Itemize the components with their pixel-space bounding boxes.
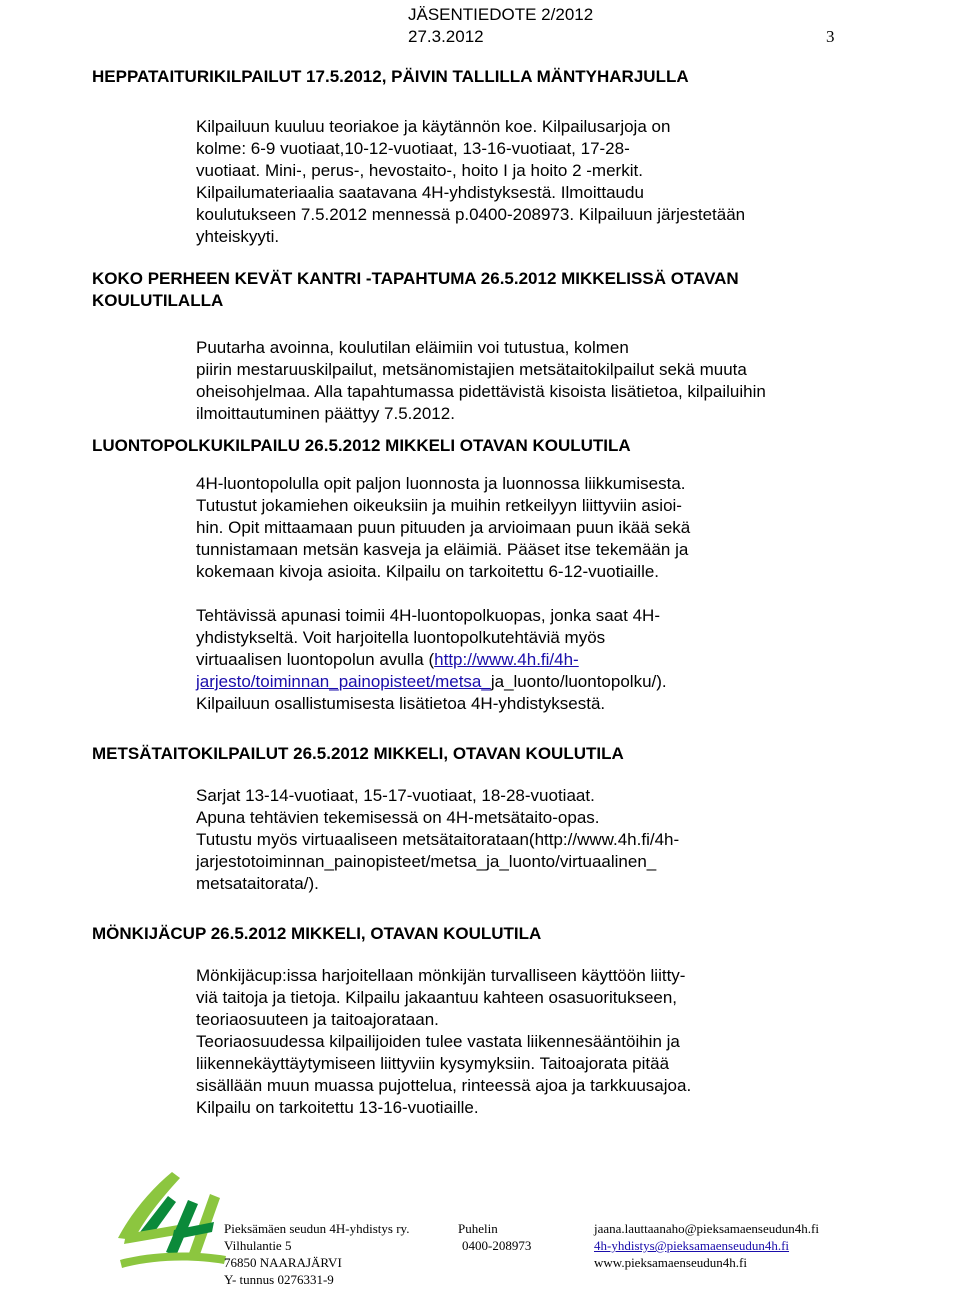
text-line: Tutustu myös virtuaaliseen metsätaitorataan(http://www.4h.fi/4h- <box>196 830 680 849</box>
phone-label: Puhelin <box>458 1221 498 1236</box>
section-body-luontopolku <box>196 473 872 583</box>
contact-email[interactable]: jaana.lauttaanaho@pieksamaenseudun4h.fi <box>594 1221 819 1236</box>
section-heading-metsataito: METSÄTAITOKILPAILUT 26.5.2012 MIKKELI, OTAVAN KOULUTILA <box>92 744 624 763</box>
business-id: Y- tunnus 0276331-9 <box>224 1272 334 1287</box>
text-line: Mönkijäcup:issa harjoitellaan mönkijän turvalliseen käyttöön liitty- <box>196 966 686 985</box>
text-line: Puutarha avoinna, koulutilan eläimiin voi tutustua, kolmen <box>196 338 629 357</box>
link-suffix: ja_luonto/luontopolku/). <box>490 672 667 691</box>
4h-logo <box>110 1160 230 1270</box>
section-heading-kevatkantri <box>92 268 872 312</box>
text-line: oheisohjelmaa. Alla tapahtumassa pidettävistä kisoista lisätietoa, kilpailuihin <box>196 382 766 401</box>
section-body-luontopolku-2 <box>196 605 872 715</box>
page-footer <box>0 1160 960 1302</box>
text-line: piirin mestaruuskilpailut, metsänomistajien metsätaitokilpailut sekä muuta <box>196 360 747 379</box>
text-line: hin. Opit mittaamaan puun pituuden ja arvioimaan puun ikää sekä <box>196 518 691 537</box>
text-line: liikennekäyttäytymiseen liittyviin kysymyksiin. Taitoajorata pitää <box>196 1054 670 1073</box>
text-line: Teoriaosuudessa kilpailijoiden tulee vastata liikennesääntöihin ja <box>196 1032 680 1051</box>
text-line: Kilpailuun osallistumisesta lisätietoa 4H-yhdistyksestä. <box>196 694 606 713</box>
section-heading-heppataituri: HEPPATAITURIKILPAILUT 17.5.2012, PÄIVIN TALLILLA MÄNTYHARJULLA <box>92 67 689 86</box>
section-heading-luontopolku: LUONTOPOLKUKILPAILU 26.5.2012 MIKKELI OTAVAN KOULUTILA <box>92 436 631 455</box>
text-line: metsataitorata/). <box>196 874 319 893</box>
text-line <box>196 649 872 671</box>
phone-number: 0400-208973 <box>462 1238 532 1253</box>
text-line: vuotiaat. Mini-, perus-, hevostaito-, hoito I ja hoito 2 -merkit. <box>196 161 643 180</box>
section-body-heppataituri <box>196 116 872 248</box>
section-body-metsataito <box>196 785 872 895</box>
footer-contacts <box>594 1220 819 1271</box>
section-body-kevatkantri <box>196 337 872 425</box>
section-heading-monkijacup: MÖNKIJÄCUP 26.5.2012 MIKKELI, OTAVAN KOULUTILA <box>92 924 542 943</box>
luontopolku-link[interactable]: http://www.4h.fi/4h- <box>434 650 579 669</box>
text-line: 4H-luontopolulla opit paljon luonnosta ja luonnossa liikkumisesta. <box>196 474 686 493</box>
text-line: koulutukseen 7.5.2012 mennessä p.0400-208973. Kilpailuun järjestetään <box>196 205 746 224</box>
heading-line: KOULUTILALLA <box>92 291 224 310</box>
text-line: Tutustut jokamiehen oikeuksiin ja muihin retkeilyyn liittyviin asioi- <box>196 496 682 515</box>
website-link[interactable]: www.pieksamaenseudun4h.fi <box>594 1255 747 1270</box>
text-line: kolme: 6-9 vuotiaat,10-12-vuotiaat, 13-16-vuotiaat, 17-28- <box>196 139 630 158</box>
page-number: 3 <box>826 27 835 46</box>
link-prefix: virtuaalisen luontopolun avulla ( <box>196 650 435 669</box>
luontopolku-link-continued[interactable]: jarjesto/toiminnan_painopisteet/metsa_ <box>196 672 491 691</box>
text-line: viä taitoja ja tietoja. Kilpailu jakaantuu kahteen osasuoritukseen, <box>196 988 678 1007</box>
text-line: jarjestotoiminnan_painopisteet/metsa_ja_luonto/virtuaalinen_ <box>196 852 657 871</box>
text-line: Kilpailumateriaalia saatavana 4H-yhdistyksestä. Ilmoittaudu <box>196 183 644 202</box>
document-body <box>92 66 872 1119</box>
text-line: Tehtävissä apunasi toimii 4H-luontopolkuopas, jonka saat 4H- <box>196 606 660 625</box>
footer-address <box>224 1220 409 1288</box>
org-name: Pieksämäen seudun 4H-yhdistys ry. <box>224 1221 410 1236</box>
footer-phone <box>458 1220 531 1254</box>
text-line: teoriaosuuteen ja taitoajorataan. <box>196 1010 439 1029</box>
section-body-monkijacup <box>196 965 872 1119</box>
heading-line: KOKO PERHEEN KEVÄT KANTRI -TAPAHTUMA 26.5.2012 MIKKELISSÄ OTAVAN <box>92 269 739 288</box>
text-line: yhdistykseltä. Voit harjoitella luontopolkutehtäviä myös <box>196 628 606 647</box>
text-line: ilmoittautuminen päättyy 7.5.2012. <box>196 404 455 423</box>
text-line: Kilpailuun kuuluu teoriakoe ja käytännön koe. Kilpailusarjoja on <box>196 117 671 136</box>
text-line: Apuna tehtävien tekemisessä on 4H-metsätaito-opas. <box>196 808 600 827</box>
postal-address: 76850 NAARAJÄRVI <box>224 1255 342 1270</box>
text-line: Kilpailu on tarkoitettu 13-16-vuotiaille. <box>196 1098 479 1117</box>
text-line: kokemaan kivoja asioita. Kilpailu on tarkoitettu 6-12-vuotiaille. <box>196 562 660 581</box>
text-line: tunnistamaan metsän kasveja ja eläimiä. Pääset itse tekemään ja <box>196 540 689 559</box>
text-line <box>196 671 872 693</box>
text-line: yhteiskyyti. <box>196 227 280 246</box>
newsletter-title: JÄSENTIEDOTE 2/2012 <box>408 5 594 24</box>
association-email[interactable]: 4h-yhdistys@pieksamaenseudun4h.fi <box>594 1238 790 1253</box>
street-address: Vilhulantie 5 <box>224 1238 292 1253</box>
newsletter-date: 27.3.2012 <box>408 27 484 46</box>
text-line: sisällään muun muassa pujottelua, rinteessä ajoa ja tarkkuusajoa. <box>196 1076 692 1095</box>
text-line: Sarjat 13-14-vuotiaat, 15-17-vuotiaat, 18-28-vuotiaat. <box>196 786 595 805</box>
